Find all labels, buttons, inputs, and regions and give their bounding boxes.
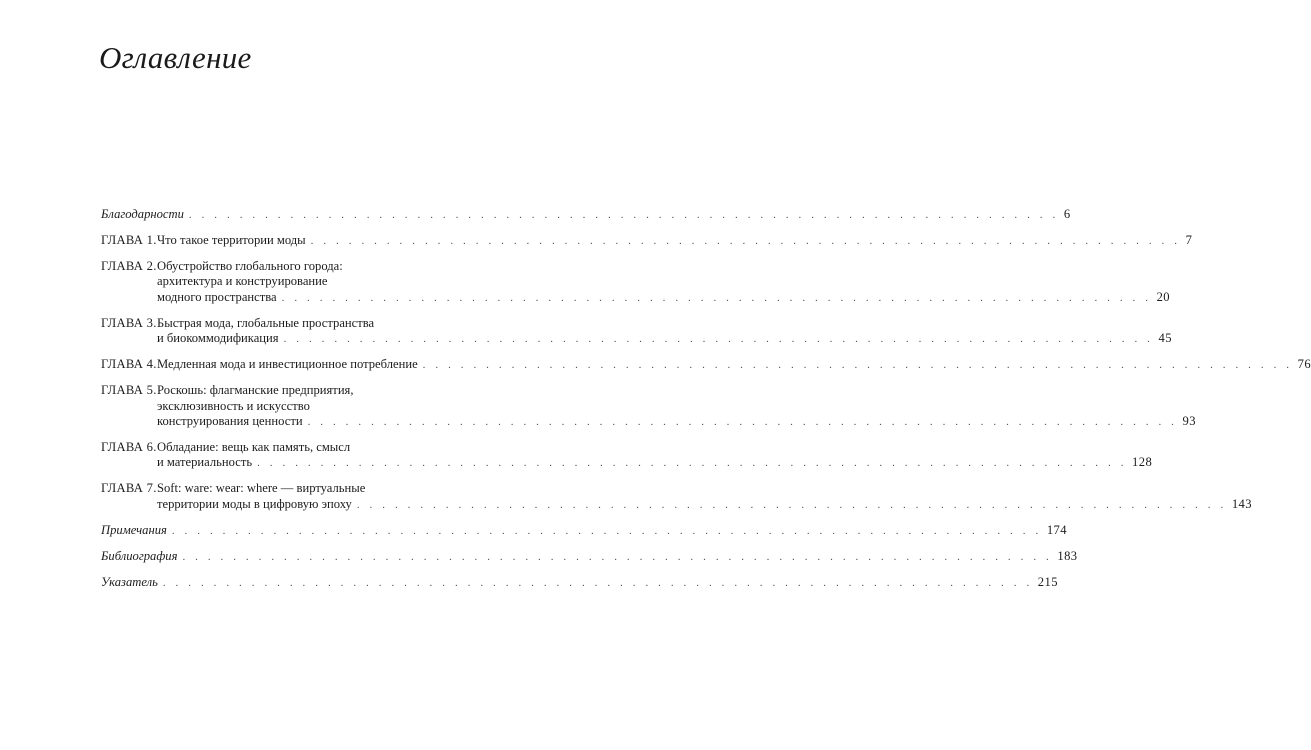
toc-page-number: 215 [1037,574,1058,589]
toc-leader-line [157,233,1193,249]
dot-leader: . . . . . . . . . . . . . . . . . . . . . . . . . . . . . . . . . . . . . . . . . . . . . . . . . . . . . . . . . . . . . . . . . . . . . [171,524,1042,537]
toc-entry-body [157,233,1193,249]
toc-entry-chapter-1[interactable] [101,233,1193,249]
toc-entry-chapter-7[interactable] [101,481,1252,513]
toc-entry-body [101,207,1071,223]
toc-page-number: 93 [1182,414,1196,429]
toc-entry-body [101,548,1078,565]
toc-entry-bibliography[interactable] [101,548,1078,565]
toc-page-number: 76 [1297,357,1311,372]
chapter-title-line: конструирования ценности [157,414,303,429]
chapter-label: ГЛАВА 4. [101,357,157,372]
toc-entry-notes[interactable] [101,522,1067,539]
toc-entry-chapter-2[interactable] [101,259,1170,306]
toc-entry-body [157,259,1170,306]
toc-entry-body [101,522,1067,539]
toc-leader-line [101,522,1067,539]
toc-entry-chapter-3[interactable] [101,315,1172,348]
toc-entry-title: Примечания [101,522,167,537]
dot-leader: . . . . . . . . . . . . . . . . . . . . . . . . . . . . . . . . . . . . . . . . . . . . . . . . . . . . . . . . . . . . . . . . . . . . . [257,457,1128,470]
chapter-title-line: Soft: ware: wear: where — виртуальные [157,481,366,496]
chapter-label: ГЛАВА 5. [101,383,157,398]
chapter-label: ГЛАВА 1. [101,233,157,247]
dot-leader: . . . . . . . . . . . . . . . . . . . . . . . . . . . . . . . . . . . . . . . . . . . . . . . . . . . . . . . . . . . . . . . . . . . . . [283,333,1154,346]
toc-entry-chapter-5[interactable] [101,383,1196,430]
chapter-label: ГЛАВА 2. [101,259,157,273]
toc-entry-body [157,440,1153,472]
toc-leader-line [101,548,1078,565]
toc-leader-line [101,207,1071,223]
chapter-title-line: Медленная мода и инвестиционное потребление [157,357,418,372]
toc-entry-body [157,357,1311,373]
toc-page-number: 20 [1156,289,1170,304]
chapter-title-line: Что такое территории моды [157,233,306,247]
toc-entry-title: Указатель [101,574,158,589]
toc-entry-body [157,481,1252,513]
chapter-title-line: Обладание: вещь как память, смысл [157,440,351,455]
toc-leader-line [157,414,1196,430]
toc-entry-body [157,383,1196,430]
toc-entry-body [157,315,1172,348]
toc-leader-line [157,496,1252,513]
page-title: Оглавление [99,40,252,75]
dot-leader: . . . . . . . . . . . . . . . . . . . . . . . . . . . . . . . . . . . . . . . . . . . . . . . . . . . . . . . . . . . . . . . . . . . . . [182,550,1053,563]
chapter-title-line: территории моды в цифровую эпоху [157,496,352,511]
toc-entry-title: Благодарности [101,207,184,221]
toc-leader-line [157,331,1172,347]
chapter-title-line: Быстрая мода, глобальные пространства [157,315,375,330]
dot-leader: . . . . . . . . . . . . . . . . . . . . . . . . . . . . . . . . . . . . . . . . . . . . . . . . . . . . . . . . . . . . . . . . . . . . . [307,416,1178,429]
dot-leader: . . . . . . . . . . . . . . . . . . . . . . . . . . . . . . . . . . . . . . . . . . . . . . . . . . . . . . . . . . . . . . . . . . . . . [281,291,1152,304]
toc-leader-line [101,574,1058,591]
toc-leader-line [157,289,1170,306]
toc-page-number: 183 [1057,548,1078,563]
chapter-title-line: и биокоммодификация [157,331,279,346]
dot-leader: . . . . . . . . . . . . . . . . . . . . . . . . . . . . . . . . . . . . . . . . . . . . . . . . . . . . . . . . . . . . . . . . . . . . . [422,359,1293,372]
chapter-title-line: модного пространства [157,289,277,304]
toc-page-number: 128 [1132,455,1153,470]
table-of-contents [101,207,1311,601]
toc-entry-body [101,574,1058,591]
chapter-title-line: Роскошь: флагманские предприятия, [157,383,354,398]
chapter-title-line: архитектура и конструирование [157,274,328,289]
toc-page-number: 174 [1046,522,1067,537]
chapter-title-line: Обустройство глобального города: [157,259,343,273]
toc-leader-line [157,357,1311,373]
toc-entry-chapter-6[interactable] [101,440,1153,472]
chapter-title-line: эксклюзивность и искусство [157,398,310,413]
chapter-label: ГЛАВА 3. [101,315,157,330]
toc-page-number: 6 [1063,207,1071,221]
chapter-title-line: и материальность [157,455,253,470]
dot-leader: . . . . . . . . . . . . . . . . . . . . . . . . . . . . . . . . . . . . . . . . . . . . . . . . . . . . . . . . . . . . . . . . . . . . . [356,498,1227,511]
toc-entry-index[interactable] [101,574,1058,591]
toc-entry-acknowledgements[interactable] [101,207,1071,223]
toc-page-number: 45 [1158,331,1172,346]
toc-leader-line [157,455,1153,471]
toc-entry-chapter-4[interactable] [101,357,1311,373]
dot-leader: . . . . . . . . . . . . . . . . . . . . . . . . . . . . . . . . . . . . . . . . . . . . . . . . . . . . . . . . . . . . . . . . . . . . . [188,209,1059,221]
chapter-label: ГЛАВА 7. [101,481,157,496]
chapter-label: ГЛАВА 6. [101,440,157,455]
toc-page-number: 143 [1231,496,1252,511]
toc-page-number: 7 [1185,233,1193,247]
dot-leader: . . . . . . . . . . . . . . . . . . . . . . . . . . . . . . . . . . . . . . . . . . . . . . . . . . . . . . . . . . . . . . . . . . . . . [310,235,1181,247]
toc-entry-title: Библиография [101,548,178,563]
dot-leader: . . . . . . . . . . . . . . . . . . . . . . . . . . . . . . . . . . . . . . . . . . . . . . . . . . . . . . . . . . . . . . . . . . . . . [162,576,1033,589]
